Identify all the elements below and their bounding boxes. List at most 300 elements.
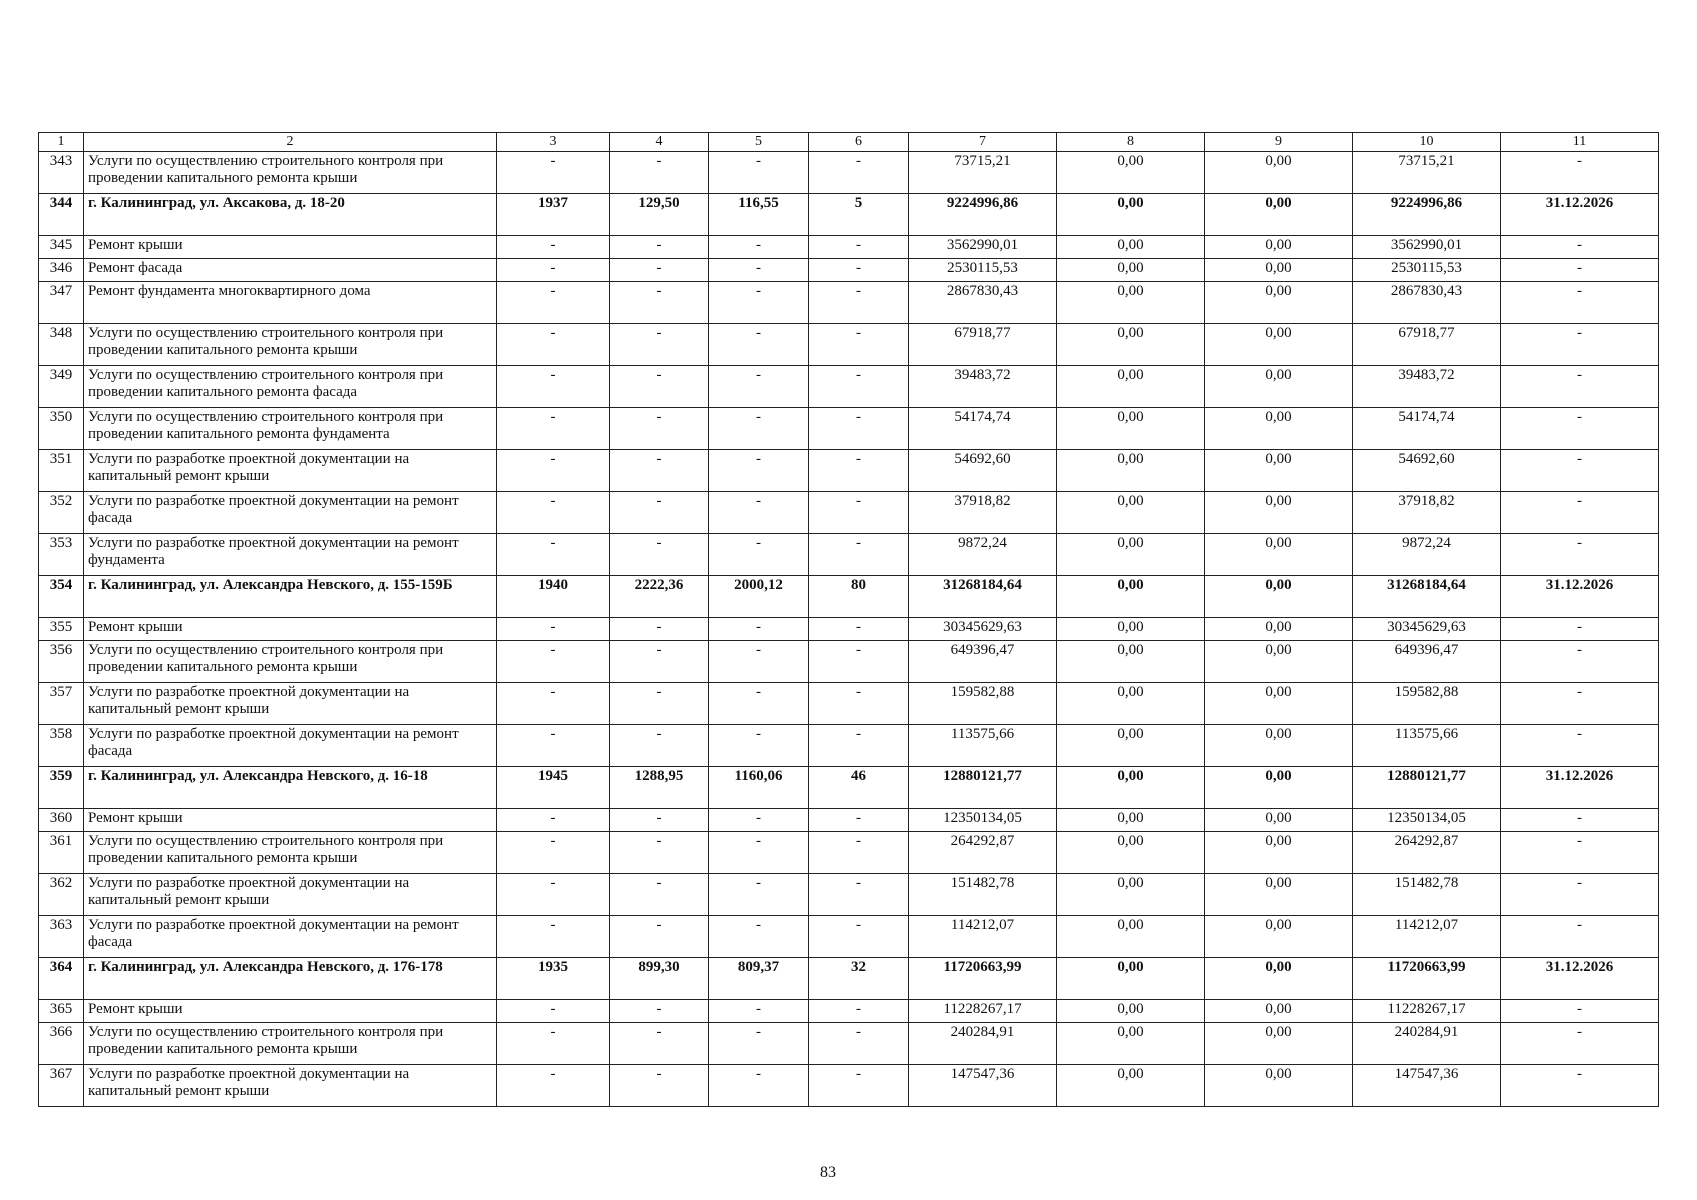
total-cost: 9872,24 — [909, 534, 1057, 576]
total-area: - — [610, 725, 709, 767]
completion-date: - — [1501, 1023, 1659, 1065]
owner-funds: 54174,74 — [1353, 408, 1501, 450]
item-name: Услуги по осуществлению строительного контроля при проведении капитального ремонта фасада — [84, 366, 497, 408]
regional-funds: 0,00 — [1205, 725, 1353, 767]
completion-date: - — [1501, 641, 1659, 683]
living-area: 809,37 — [709, 958, 809, 1000]
year-built: 1940 — [497, 576, 610, 618]
table-row — [39, 282, 1659, 324]
total-area: 1288,95 — [610, 767, 709, 809]
living-area: - — [709, 618, 809, 641]
regional-funds: 0,00 — [1205, 152, 1353, 194]
total-area: - — [610, 1023, 709, 1065]
federal-funds: 0,00 — [1057, 618, 1205, 641]
federal-funds: 0,00 — [1057, 534, 1205, 576]
table-row — [39, 725, 1659, 767]
residents-count: - — [809, 809, 909, 832]
completion-date: - — [1501, 618, 1659, 641]
total-cost: 649396,47 — [909, 641, 1057, 683]
completion-date: - — [1501, 492, 1659, 534]
completion-date: - — [1501, 683, 1659, 725]
year-built: - — [497, 641, 610, 683]
living-area: - — [709, 282, 809, 324]
owner-funds: 159582,88 — [1353, 683, 1501, 725]
year-built: - — [497, 1023, 610, 1065]
completion-date: - — [1501, 916, 1659, 958]
total-cost: 3562990,01 — [909, 236, 1057, 259]
page-number: 83 — [820, 1164, 836, 1181]
regional-funds: 0,00 — [1205, 450, 1353, 492]
row-number: 356 — [39, 641, 84, 683]
residents-count: - — [809, 366, 909, 408]
total-cost: 54174,74 — [909, 408, 1057, 450]
regional-funds: 0,00 — [1205, 641, 1353, 683]
year-built: - — [497, 618, 610, 641]
item-name: Услуги по разработке проектной документации на ремонт фасада — [84, 725, 497, 767]
residents-count: - — [809, 916, 909, 958]
regional-funds: 0,00 — [1205, 259, 1353, 282]
column-number: 6 — [809, 133, 909, 152]
federal-funds: 0,00 — [1057, 916, 1205, 958]
residents-count: - — [809, 1065, 909, 1107]
living-area: - — [709, 259, 809, 282]
total-area: 899,30 — [610, 958, 709, 1000]
row-number: 343 — [39, 152, 84, 194]
living-area: 2000,12 — [709, 576, 809, 618]
living-area: 1160,06 — [709, 767, 809, 809]
regional-funds: 0,00 — [1205, 576, 1353, 618]
column-number: 8 — [1057, 133, 1205, 152]
column-number: 1 — [39, 133, 84, 152]
row-number: 351 — [39, 450, 84, 492]
residents-count: - — [809, 683, 909, 725]
year-built: - — [497, 366, 610, 408]
owner-funds: 54692,60 — [1353, 450, 1501, 492]
row-number: 348 — [39, 324, 84, 366]
regional-funds: 0,00 — [1205, 1000, 1353, 1023]
federal-funds: 0,00 — [1057, 683, 1205, 725]
owner-funds: 9872,24 — [1353, 534, 1501, 576]
owner-funds: 67918,77 — [1353, 324, 1501, 366]
table-row — [39, 194, 1659, 236]
owner-funds: 12350134,05 — [1353, 809, 1501, 832]
owner-funds: 2530115,53 — [1353, 259, 1501, 282]
living-area: - — [709, 683, 809, 725]
residents-count: - — [809, 152, 909, 194]
completion-date: 31.12.2026 — [1501, 576, 1659, 618]
total-cost: 67918,77 — [909, 324, 1057, 366]
row-number: 357 — [39, 683, 84, 725]
row-number: 353 — [39, 534, 84, 576]
row-number: 358 — [39, 725, 84, 767]
owner-funds: 113575,66 — [1353, 725, 1501, 767]
owner-funds: 151482,78 — [1353, 874, 1501, 916]
residents-count: - — [809, 408, 909, 450]
row-number: 367 — [39, 1065, 84, 1107]
item-name: Ремонт крыши — [84, 236, 497, 259]
living-area: - — [709, 324, 809, 366]
regional-funds: 0,00 — [1205, 809, 1353, 832]
column-number: 5 — [709, 133, 809, 152]
total-area: - — [610, 259, 709, 282]
column-number: 4 — [610, 133, 709, 152]
total-cost: 31268184,64 — [909, 576, 1057, 618]
owner-funds: 11720663,99 — [1353, 958, 1501, 1000]
regional-funds: 0,00 — [1205, 832, 1353, 874]
item-name: Услуги по разработке проектной документации на капитальный ремонт крыши — [84, 874, 497, 916]
year-built: - — [497, 282, 610, 324]
row-number: 352 — [39, 492, 84, 534]
column-number: 9 — [1205, 133, 1353, 152]
item-name: Ремонт крыши — [84, 1000, 497, 1023]
federal-funds: 0,00 — [1057, 576, 1205, 618]
completion-date: - — [1501, 408, 1659, 450]
completion-date: 31.12.2026 — [1501, 767, 1659, 809]
regional-funds: 0,00 — [1205, 366, 1353, 408]
living-area: - — [709, 1000, 809, 1023]
year-built: - — [497, 259, 610, 282]
regional-funds: 0,00 — [1205, 683, 1353, 725]
federal-funds: 0,00 — [1057, 874, 1205, 916]
row-number: 365 — [39, 1000, 84, 1023]
regional-funds: 0,00 — [1205, 282, 1353, 324]
completion-date: - — [1501, 282, 1659, 324]
table-row — [39, 408, 1659, 450]
living-area: - — [709, 809, 809, 832]
table-body — [39, 133, 1659, 1107]
total-cost: 12880121,77 — [909, 767, 1057, 809]
item-name: Услуги по разработке проектной документации на ремонт фундамента — [84, 534, 497, 576]
year-built: - — [497, 492, 610, 534]
regional-funds: 0,00 — [1205, 408, 1353, 450]
total-cost: 147547,36 — [909, 1065, 1057, 1107]
item-name: Услуги по осуществлению строительного контроля при проведении капитального ремонта крыши — [84, 641, 497, 683]
repair-program-table — [38, 132, 1659, 1107]
year-built: - — [497, 152, 610, 194]
completion-date: - — [1501, 874, 1659, 916]
residents-count: - — [809, 534, 909, 576]
item-name: Услуги по разработке проектной документации на капитальный ремонт крыши — [84, 1065, 497, 1107]
total-cost: 30345629,63 — [909, 618, 1057, 641]
item-name: Услуги по осуществлению строительного контроля при проведении капитального ремонта крыши — [84, 152, 497, 194]
owner-funds: 240284,91 — [1353, 1023, 1501, 1065]
total-area: - — [610, 1065, 709, 1107]
owner-funds: 73715,21 — [1353, 152, 1501, 194]
total-area: - — [610, 641, 709, 683]
federal-funds: 0,00 — [1057, 1065, 1205, 1107]
completion-date: 31.12.2026 — [1501, 958, 1659, 1000]
item-name: Услуги по осуществлению строительного контроля при проведении капитального ремонта крыши — [84, 1023, 497, 1065]
regional-funds: 0,00 — [1205, 194, 1353, 236]
total-cost: 159582,88 — [909, 683, 1057, 725]
living-area: - — [709, 236, 809, 259]
regional-funds: 0,00 — [1205, 958, 1353, 1000]
residents-count: - — [809, 324, 909, 366]
row-number: 360 — [39, 809, 84, 832]
living-area: - — [709, 534, 809, 576]
owner-funds: 12880121,77 — [1353, 767, 1501, 809]
year-built: - — [497, 324, 610, 366]
living-area: - — [709, 492, 809, 534]
completion-date: - — [1501, 1065, 1659, 1107]
residents-count: - — [809, 259, 909, 282]
owner-funds: 649396,47 — [1353, 641, 1501, 683]
table-row — [39, 450, 1659, 492]
residents-count: - — [809, 450, 909, 492]
owner-funds: 31268184,64 — [1353, 576, 1501, 618]
owner-funds: 30345629,63 — [1353, 618, 1501, 641]
table-row — [39, 958, 1659, 1000]
item-name: Услуги по разработке проектной документации на ремонт фасада — [84, 916, 497, 958]
table-row — [39, 618, 1659, 641]
row-number: 347 — [39, 282, 84, 324]
year-built: - — [497, 683, 610, 725]
completion-date: - — [1501, 366, 1659, 408]
residents-count: 32 — [809, 958, 909, 1000]
table-row — [39, 832, 1659, 874]
federal-funds: 0,00 — [1057, 324, 1205, 366]
table-row — [39, 641, 1659, 683]
federal-funds: 0,00 — [1057, 492, 1205, 534]
column-number-row — [39, 133, 1659, 152]
item-name: Услуги по осуществлению строительного контроля при проведении капитального ремонта крыши — [84, 832, 497, 874]
federal-funds: 0,00 — [1057, 809, 1205, 832]
regional-funds: 0,00 — [1205, 492, 1353, 534]
living-area: - — [709, 725, 809, 767]
item-name: Услуги по разработке проектной документации на капитальный ремонт крыши — [84, 450, 497, 492]
completion-date: - — [1501, 832, 1659, 874]
residents-count: - — [809, 832, 909, 874]
total-area: - — [610, 1000, 709, 1023]
residents-count: - — [809, 236, 909, 259]
table-row — [39, 152, 1659, 194]
year-built: - — [497, 534, 610, 576]
total-area: - — [610, 832, 709, 874]
total-cost: 37918,82 — [909, 492, 1057, 534]
owner-funds: 11228267,17 — [1353, 1000, 1501, 1023]
owner-funds: 9224996,86 — [1353, 194, 1501, 236]
total-area: - — [610, 408, 709, 450]
completion-date: - — [1501, 259, 1659, 282]
item-name: Услуги по разработке проектной документации на ремонт фасада — [84, 492, 497, 534]
regional-funds: 0,00 — [1205, 767, 1353, 809]
total-area: - — [610, 282, 709, 324]
federal-funds: 0,00 — [1057, 958, 1205, 1000]
row-number: 346 — [39, 259, 84, 282]
total-area: - — [610, 152, 709, 194]
table-row — [39, 534, 1659, 576]
total-cost: 11228267,17 — [909, 1000, 1057, 1023]
column-number: 3 — [497, 133, 610, 152]
total-area: - — [610, 324, 709, 366]
living-area: 116,55 — [709, 194, 809, 236]
total-area: 129,50 — [610, 194, 709, 236]
year-built: - — [497, 1065, 610, 1107]
total-area: - — [610, 874, 709, 916]
completion-date: - — [1501, 236, 1659, 259]
table-row — [39, 1065, 1659, 1107]
federal-funds: 0,00 — [1057, 1000, 1205, 1023]
federal-funds: 0,00 — [1057, 725, 1205, 767]
residents-count: - — [809, 1000, 909, 1023]
living-area: - — [709, 874, 809, 916]
federal-funds: 0,00 — [1057, 259, 1205, 282]
completion-date: - — [1501, 152, 1659, 194]
item-name: г. Калининград, ул. Александра Невского, д. 176-178 — [84, 958, 497, 1000]
table-row — [39, 492, 1659, 534]
item-name: Ремонт фундамента многоквартирного дома — [84, 282, 497, 324]
residents-count: 46 — [809, 767, 909, 809]
completion-date: - — [1501, 809, 1659, 832]
residents-count: - — [809, 492, 909, 534]
total-cost: 2867830,43 — [909, 282, 1057, 324]
total-cost: 2530115,53 — [909, 259, 1057, 282]
column-number: 11 — [1501, 133, 1659, 152]
federal-funds: 0,00 — [1057, 282, 1205, 324]
living-area: - — [709, 408, 809, 450]
table-row — [39, 236, 1659, 259]
residents-count: 5 — [809, 194, 909, 236]
federal-funds: 0,00 — [1057, 450, 1205, 492]
item-name: Услуги по осуществлению строительного контроля при проведении капитального ремонта крыши — [84, 324, 497, 366]
federal-funds: 0,00 — [1057, 641, 1205, 683]
row-number: 362 — [39, 874, 84, 916]
item-name: г. Калининград, ул. Александра Невского, д. 16-18 — [84, 767, 497, 809]
regional-funds: 0,00 — [1205, 534, 1353, 576]
federal-funds: 0,00 — [1057, 152, 1205, 194]
item-name: Услуги по осуществлению строительного контроля при проведении капитального ремонта фундамента — [84, 408, 497, 450]
federal-funds: 0,00 — [1057, 767, 1205, 809]
total-area: - — [610, 916, 709, 958]
year-built: - — [497, 916, 610, 958]
item-name: Ремонт крыши — [84, 809, 497, 832]
federal-funds: 0,00 — [1057, 832, 1205, 874]
residents-count: - — [809, 874, 909, 916]
residents-count: - — [809, 641, 909, 683]
year-built: 1935 — [497, 958, 610, 1000]
year-built: - — [497, 832, 610, 874]
total-cost: 11720663,99 — [909, 958, 1057, 1000]
table-row — [39, 366, 1659, 408]
year-built: - — [497, 809, 610, 832]
item-name: Ремонт фасада — [84, 259, 497, 282]
owner-funds: 39483,72 — [1353, 366, 1501, 408]
year-built: 1937 — [497, 194, 610, 236]
completion-date: - — [1501, 725, 1659, 767]
table-row — [39, 324, 1659, 366]
row-number: 361 — [39, 832, 84, 874]
living-area: - — [709, 832, 809, 874]
item-name: г. Калининград, ул. Александра Невского, д. 155-159Б — [84, 576, 497, 618]
completion-date: - — [1501, 450, 1659, 492]
living-area: - — [709, 916, 809, 958]
total-area: - — [610, 492, 709, 534]
row-number: 363 — [39, 916, 84, 958]
regional-funds: 0,00 — [1205, 1023, 1353, 1065]
year-built: - — [497, 1000, 610, 1023]
residents-count: - — [809, 282, 909, 324]
year-built: - — [497, 236, 610, 259]
item-name: Ремонт крыши — [84, 618, 497, 641]
table-row — [39, 1023, 1659, 1065]
owner-funds: 264292,87 — [1353, 832, 1501, 874]
living-area: - — [709, 1023, 809, 1065]
regional-funds: 0,00 — [1205, 1065, 1353, 1107]
total-cost: 73715,21 — [909, 152, 1057, 194]
total-cost: 9224996,86 — [909, 194, 1057, 236]
total-area: - — [610, 236, 709, 259]
completion-date: - — [1501, 1000, 1659, 1023]
total-cost: 264292,87 — [909, 832, 1057, 874]
living-area: - — [709, 366, 809, 408]
completion-date: - — [1501, 534, 1659, 576]
item-name: г. Калининград, ул. Аксакова, д. 18-20 — [84, 194, 497, 236]
total-area: - — [610, 809, 709, 832]
regional-funds: 0,00 — [1205, 324, 1353, 366]
row-number: 359 — [39, 767, 84, 809]
table-row — [39, 874, 1659, 916]
year-built: 1945 — [497, 767, 610, 809]
year-built: - — [497, 450, 610, 492]
living-area: - — [709, 450, 809, 492]
residents-count: - — [809, 725, 909, 767]
total-cost: 39483,72 — [909, 366, 1057, 408]
living-area: - — [709, 641, 809, 683]
residents-count: - — [809, 618, 909, 641]
federal-funds: 0,00 — [1057, 1023, 1205, 1065]
total-cost: 113575,66 — [909, 725, 1057, 767]
regional-funds: 0,00 — [1205, 916, 1353, 958]
row-number: 355 — [39, 618, 84, 641]
row-number: 344 — [39, 194, 84, 236]
owner-funds: 37918,82 — [1353, 492, 1501, 534]
year-built: - — [497, 408, 610, 450]
total-cost: 54692,60 — [909, 450, 1057, 492]
owner-funds: 114212,07 — [1353, 916, 1501, 958]
owner-funds: 2867830,43 — [1353, 282, 1501, 324]
row-number: 349 — [39, 366, 84, 408]
column-number: 7 — [909, 133, 1057, 152]
total-area: - — [610, 618, 709, 641]
total-area: - — [610, 683, 709, 725]
year-built: - — [497, 874, 610, 916]
row-number: 345 — [39, 236, 84, 259]
living-area: - — [709, 152, 809, 194]
total-area: - — [610, 534, 709, 576]
total-area: - — [610, 366, 709, 408]
total-cost: 114212,07 — [909, 916, 1057, 958]
table-row — [39, 809, 1659, 832]
table-row — [39, 767, 1659, 809]
regional-funds: 0,00 — [1205, 874, 1353, 916]
federal-funds: 0,00 — [1057, 194, 1205, 236]
federal-funds: 0,00 — [1057, 366, 1205, 408]
table-row — [39, 259, 1659, 282]
column-number: 2 — [84, 133, 497, 152]
completion-date: - — [1501, 324, 1659, 366]
total-area: 2222,36 — [610, 576, 709, 618]
residents-count: - — [809, 1023, 909, 1065]
row-number: 366 — [39, 1023, 84, 1065]
table-row — [39, 1000, 1659, 1023]
year-built: - — [497, 725, 610, 767]
column-number: 10 — [1353, 133, 1501, 152]
item-name: Услуги по разработке проектной документации на капитальный ремонт крыши — [84, 683, 497, 725]
row-number: 364 — [39, 958, 84, 1000]
residents-count: 80 — [809, 576, 909, 618]
federal-funds: 0,00 — [1057, 236, 1205, 259]
regional-funds: 0,00 — [1205, 236, 1353, 259]
